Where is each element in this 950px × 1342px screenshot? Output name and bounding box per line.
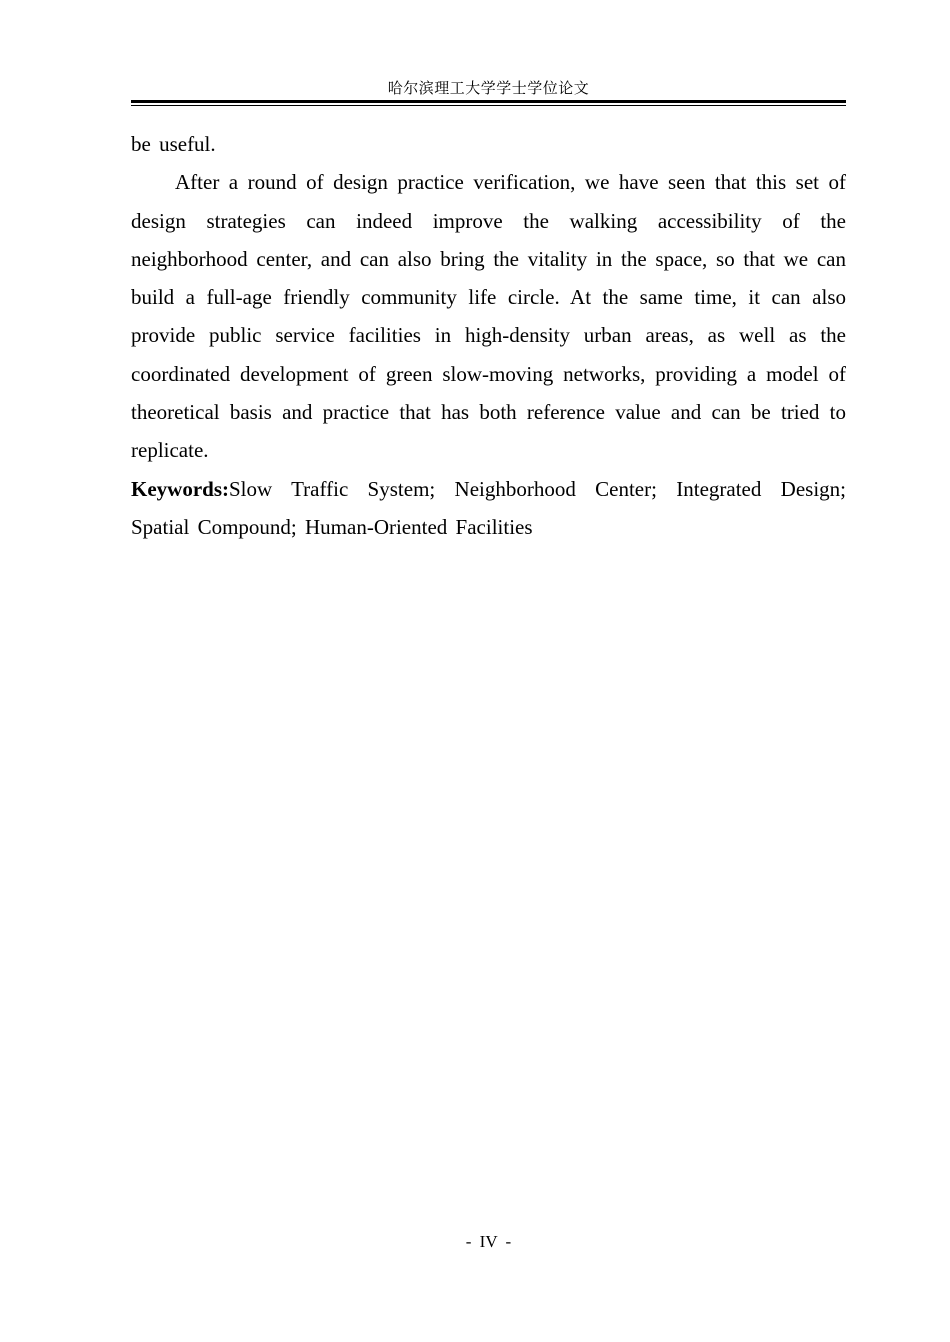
keywords-label: Keywords: — [131, 476, 229, 501]
header-rule-thin — [131, 105, 846, 106]
keywords-line — [131, 470, 846, 547]
page-number: - IV - — [465, 1232, 512, 1251]
running-header: 哈尔滨理工大学学士学位论文 — [387, 79, 590, 97]
abstract-paragraph: After a round of design practice verification, we have seen that this set of design strategies can indeed improve the walking accessibility of the neighborhood center, and can also bring the vitality in the space, so that we can build a full-age friendly community life circle. At the same time, it can also provide public service facilities in high-density urban areas, as well as the coordinated development of green slow-moving networks, providing a model of theoretical basis and practice that has both reference value and can be tried to replicate. — [131, 170, 846, 463]
header-rule-thick — [131, 100, 846, 103]
keywords-list: Slow Traffic System; Neighborhood Center; Integrated Design; Spatial Compound; Human-Oriented Facilities — [131, 476, 846, 539]
body-text — [131, 125, 846, 546]
continued-sentence: be useful. — [131, 132, 216, 156]
